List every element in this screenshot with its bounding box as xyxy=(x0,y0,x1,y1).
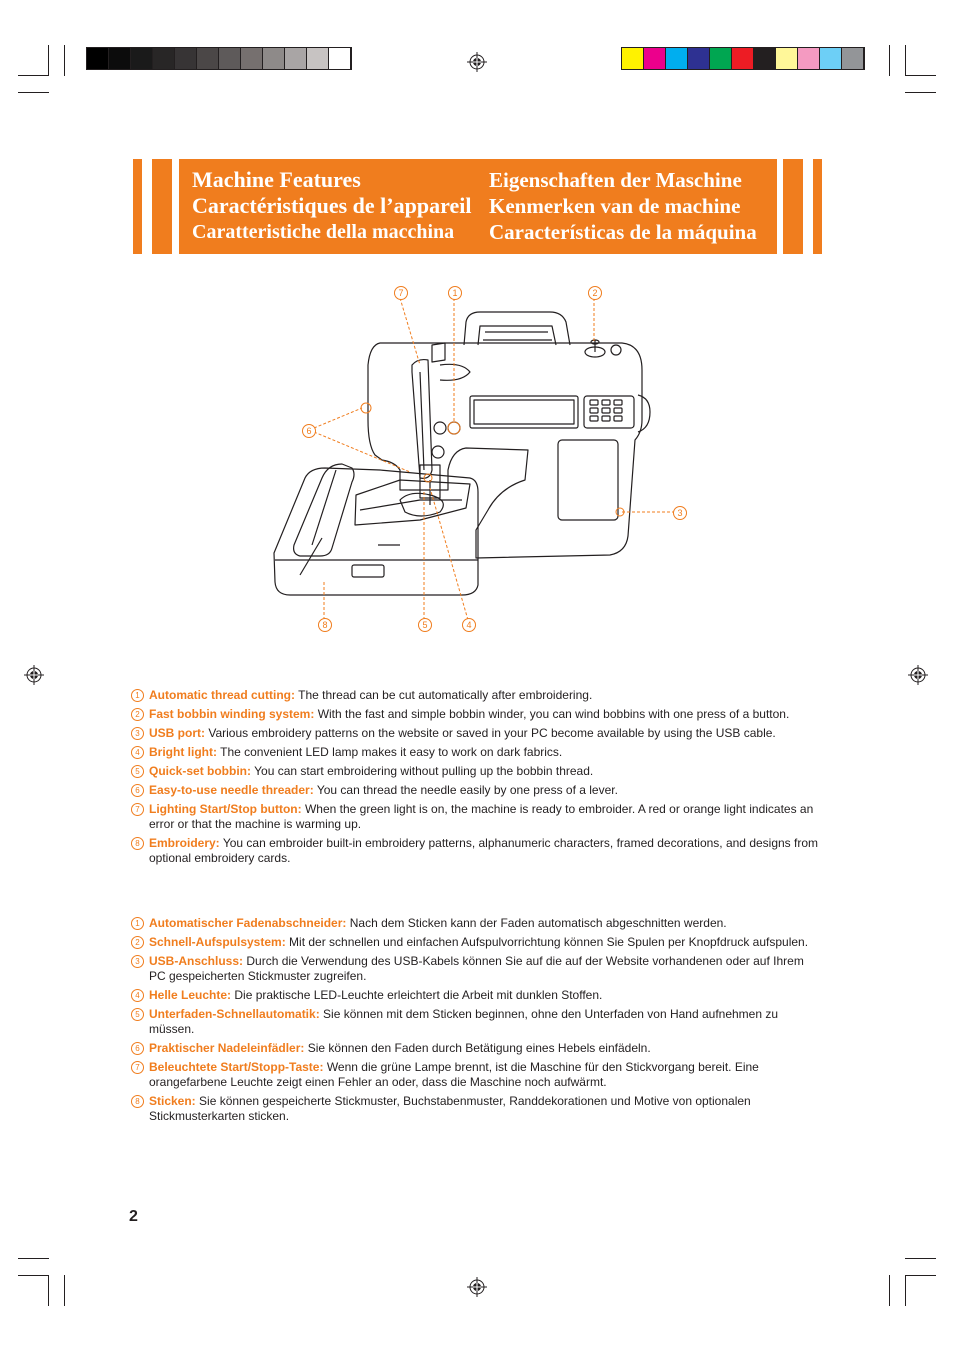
section-header xyxy=(179,159,777,254)
callout-number: 2 xyxy=(588,286,602,300)
list-item: 3 USB port: Various embroidery patterns on the website or saved in your PC become available by using the USB cable. xyxy=(131,726,821,741)
list-item: 2 Schnell-Aufspulsystem: Mit der schnellen und einfachen Aufspulvorrichtung können Sie Spulen per Knopfdruck aufspulen. xyxy=(131,935,821,950)
crop-mark xyxy=(905,1258,936,1259)
crop-mark xyxy=(18,1275,49,1276)
color-calibration-bar xyxy=(621,47,865,70)
callout-number: 1 xyxy=(448,286,462,300)
gray-swatch xyxy=(131,48,153,69)
list-item: 8 Sticken: Sie können gespeicherte Stickmuster, Buchstabenmuster, Randdekorationen und Motive von optionalen Stickmusterkarten sticken. xyxy=(131,1094,821,1124)
crop-mark xyxy=(64,1275,65,1306)
callout-number: 3 xyxy=(673,506,687,520)
crop-mark xyxy=(18,75,49,76)
registration-mark-icon xyxy=(467,1277,487,1297)
color-swatch xyxy=(798,48,820,69)
callout-number: 5 xyxy=(418,618,432,632)
color-swatch xyxy=(776,48,798,69)
gray-swatch xyxy=(285,48,307,69)
list-item: 2 Fast bobbin winding system: With the fast and simple bobbin winder, you can wind bobbins with one press of a button. xyxy=(131,707,821,722)
callout-number: 8 xyxy=(318,618,332,632)
gray-swatch xyxy=(175,48,197,69)
color-swatch xyxy=(842,48,864,69)
header-stripe xyxy=(783,159,803,254)
color-swatch xyxy=(688,48,710,69)
crop-mark xyxy=(18,1258,49,1259)
gray-swatch xyxy=(241,48,263,69)
header-titles-left xyxy=(192,167,471,245)
header-title: Caratteristiche della macchina xyxy=(192,221,455,243)
gray-swatch xyxy=(219,48,241,69)
list-item: 4 Bright light: The convenient LED lamp makes it easy to work on dark fabrics. xyxy=(131,745,821,760)
crop-mark xyxy=(889,45,890,76)
gray-swatch xyxy=(87,48,109,69)
crop-mark xyxy=(905,1275,936,1276)
crop-mark xyxy=(905,1275,906,1306)
list-item: 5 Unterfaden-Schnellautomatik: Sie können mit dem Sticken beginnen, ohne den Unterfaden von Hand aufnehmen zu müssen. xyxy=(131,1007,821,1037)
header-title: Eigenschaften der Maschine xyxy=(489,168,742,192)
header-stripe xyxy=(152,159,172,254)
registration-mark-icon xyxy=(467,52,487,72)
sewing-machine-illustration xyxy=(260,280,700,640)
header-title: Caractéristiques de l’appareil xyxy=(192,193,472,218)
header-titles-right xyxy=(489,167,757,245)
registration-mark-icon xyxy=(24,665,44,685)
header-title: Características de la máquina xyxy=(489,220,757,244)
feature-list-english xyxy=(131,688,821,870)
gray-swatch xyxy=(329,48,351,69)
crop-mark xyxy=(905,45,906,76)
list-item: 3 USB-Anschluss: Durch die Verwendung des USB-Kabels können Sie auf die auf der Website vorhandenen oder auf Ihrem PC gespeicherten Stickmuster zugreifen. xyxy=(131,954,821,984)
list-item: 8 Embroidery: You can embroider built-in embroidery patterns, alphanumeric characters, framed decorations, and designs from optional embroidery cards. xyxy=(131,836,821,866)
list-item: 7 Lighting Start/Stop button: When the green light is on, the machine is ready to embroider. A red or orange light indicates an error or that the machine is warming up. xyxy=(131,802,821,832)
callout-number: 6 xyxy=(302,424,316,438)
crop-mark xyxy=(889,1275,890,1306)
color-swatch xyxy=(732,48,754,69)
color-swatch xyxy=(622,48,644,69)
crop-mark xyxy=(48,45,49,76)
list-item: 1 Automatic thread cutting: The thread can be cut automatically after embroidering. xyxy=(131,688,821,703)
color-swatch xyxy=(820,48,842,69)
crop-mark xyxy=(905,75,936,76)
callout-number: 4 xyxy=(462,618,476,632)
list-item: 6 Easy-to-use needle threader: You can thread the needle easily by one press of a lever. xyxy=(131,783,821,798)
crop-mark xyxy=(48,1275,49,1306)
feature-list-german xyxy=(131,916,821,1128)
page-number: 2 xyxy=(129,1208,138,1225)
color-swatch xyxy=(710,48,732,69)
list-item: 1 Automatischer Fadenabschneider: Nach dem Sticken kann der Faden automatisch abgeschnitten werden. xyxy=(131,916,821,931)
crop-mark xyxy=(905,92,936,93)
list-item: 5 Quick-set bobbin: You can start embroidering without pulling up the bobbin thread. xyxy=(131,764,821,779)
header-stripe xyxy=(133,159,142,254)
list-item: 7 Beleuchtete Start/Stopp-Taste: Wenn die grüne Lampe brennt, ist die Maschine für den Stickvorgang bereit. Eine orangefarbene Leuchte zeigt einen Fehler an oder, dass die Maschine noch aufwärmt. xyxy=(131,1060,821,1090)
crop-mark xyxy=(64,45,65,76)
registration-mark-icon xyxy=(908,665,928,685)
color-swatch xyxy=(644,48,666,69)
header-stripe xyxy=(813,159,822,254)
gray-swatch xyxy=(109,48,131,69)
gray-swatch xyxy=(263,48,285,69)
gray-swatch xyxy=(307,48,329,69)
gray-swatch xyxy=(197,48,219,69)
list-item: 4 Helle Leuchte: Die praktische LED-Leuchte erleichtert die Arbeit mit dunklen Stoffen. xyxy=(131,988,821,1003)
color-swatch xyxy=(754,48,776,69)
header-title: Kenmerken van de machine xyxy=(489,194,741,218)
list-item: 6 Praktischer Nadeleinfädler: Sie können den Faden durch Betätigung eines Hebels einfädeln. xyxy=(131,1041,821,1056)
callout-number: 7 xyxy=(394,286,408,300)
header-title: Machine Features xyxy=(192,167,361,192)
gray-swatch xyxy=(153,48,175,69)
grayscale-calibration-bar xyxy=(86,47,352,70)
color-swatch xyxy=(666,48,688,69)
crop-mark xyxy=(18,92,49,93)
